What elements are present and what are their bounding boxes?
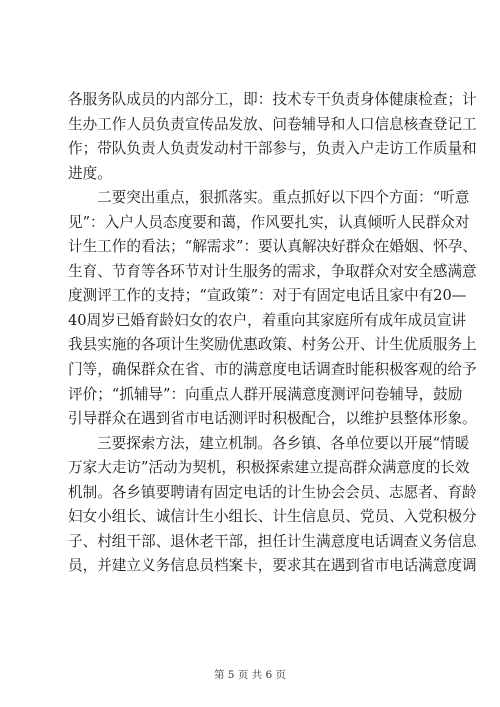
text-line: 我县实施的各项计生奖励优惠政策、村务公开、计生优质服务上 <box>68 336 477 354</box>
text-line: 见”：入户人员态度要和蔼，作风要扎实，认真倾听人民群众对 <box>68 213 470 231</box>
text-line: 生办工作人员负责宣传品发放、问卷辅导和人口信息核查登记工 <box>68 115 477 133</box>
text-line: 子、村组干部、退休老干部，担任计生满意度电话调查义务信息 <box>68 532 477 550</box>
document-body <box>68 88 477 579</box>
page-number-footer: 第 5 页 共 6 页 <box>213 669 287 681</box>
text-line: 门等，确保群众在省、市的满意度电话调查时能积极客观的给予 <box>68 361 477 379</box>
text-line: 机制。各乡镇要聘请有固定电话的计生协会会员、志愿者、育龄 <box>68 483 477 501</box>
text-line: 作；带队负责人负责发动村干部参与，负责入户走访工作质量和 <box>68 140 477 158</box>
paragraph-start-line: 二要突出重点，狠抓落实。重点抓好以下四个方面：“听意 <box>97 189 470 207</box>
paragraph-start-line: 三要探索方法，建立机制。各乡镇、各单位要以开展“情暖 <box>97 434 470 452</box>
text-line: 评价；“抓辅导”：向重点人群开展满意度测评问卷辅导，鼓励 <box>68 385 463 403</box>
text-line: 度测评工作的支持；“宣政策”：对于有固定电话且家中有20— <box>68 287 467 305</box>
text-line: 计生工作的看法；“解需求”：要认真解决好群众在婚姻、怀孕、 <box>68 238 477 256</box>
text-line: 40周岁已婚育龄妇女的农户，着重向其家庭所有成年成员宣讲 <box>68 311 467 329</box>
text-line: 各服务队成员的内部分工，即：技术专干负责身体健康检查；计 <box>68 91 477 108</box>
text-line: 妇女小组长、诚信计生小组长、计生信息员、党员、入党积极分 <box>68 508 477 526</box>
text-line: 引导群众在遇到省市电话测评时积极配合，以维护县整体形象。 <box>68 410 477 428</box>
text-line: 员，并建立义务信息员档案卡，要求其在遇到省市电话满意度调 <box>68 557 477 575</box>
text-line: 万家大走访”活动为契机，积极探索建立提高群众满意度的长效 <box>68 459 470 477</box>
text-line: 生育、节育等各环节对计生服务的需求，争取群众对安全感满意 <box>68 262 477 280</box>
text-line: 进度。 <box>68 164 112 182</box>
